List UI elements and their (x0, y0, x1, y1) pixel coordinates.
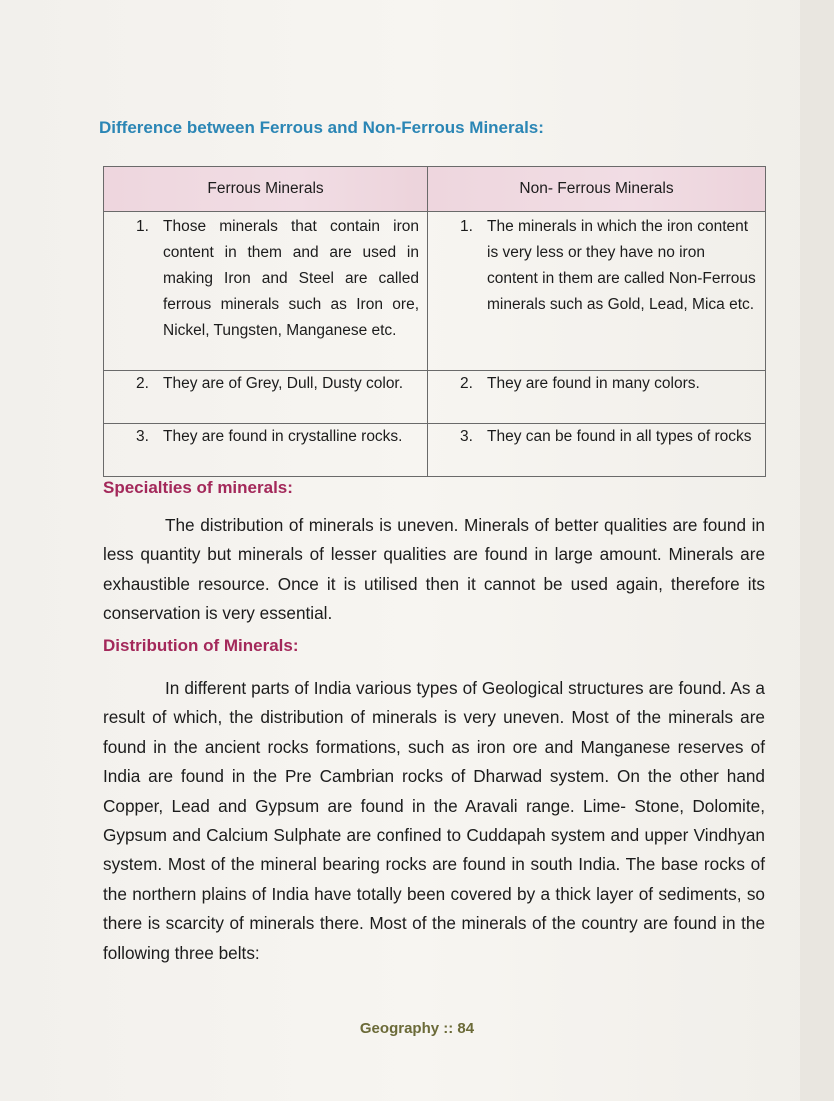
specialties-paragraph: The distribution of minerals is uneven. Minerals of better qualities are found in less quantity but minerals of lesser qualities are found in large amount. Minerals are exhaustible resource. Once it is utilised then it cannot be used again, therefore its conservation is very essential. (103, 515, 765, 624)
row-number: 2. (136, 375, 149, 392)
header-non-ferrous: Non- Ferrous Minerals (428, 167, 766, 212)
non-ferrous-text: They can be found in all types of rocks (487, 428, 752, 445)
non-ferrous-text: They are found in many colors. (487, 375, 700, 392)
distribution-heading: Distribution of Minerals: (103, 636, 299, 655)
table-header-row (104, 167, 766, 212)
row-number: 3. (136, 428, 149, 445)
minerals-comparison-table (103, 166, 766, 477)
distribution-paragraph: In different parts of India various types of Geological structures are found. As a result of which, the distribution of minerals is very uneven. Most of the minerals are found in the ancient rocks formations, such as iron ore and Manganese reserves of India are found in the Pre Cambrian rocks of Dharwad system. On the other hand Copper, Lead and Gypsum are found in the Aravali range. Lime- Stone, Dolomite, Gypsum and Calcium Sulphate are confined to Cuddapah system and upper Vindhyan system. Most of the mineral bearing rocks are found in south India. The base rocks of the northern plains of India have totally been covered by a thick layer of sediments, so there is scarcity of minerals there. Most of the minerals of the country are found in the following three belts: (103, 678, 765, 963)
row-number: 2. (460, 375, 473, 392)
non-ferrous-cell (428, 371, 766, 424)
specialties-heading: Specialties of minerals: (103, 478, 293, 497)
header-ferrous: Ferrous Minerals (104, 167, 428, 212)
ferrous-cell (104, 212, 428, 371)
table-row (104, 212, 766, 371)
table-row (104, 371, 766, 424)
difference-heading: Difference between Ferrous and Non-Ferrous Minerals: (99, 118, 544, 137)
row-number: 3. (460, 428, 473, 445)
ferrous-text: Those minerals that contain iron content in them and are used in making Iron and Steel are called ferrous minerals such as Iron ore, Nickel, Tungsten, Manganese etc. (163, 218, 419, 339)
ferrous-text: They are found in crystalline rocks. (163, 428, 403, 445)
row-number: 1. (136, 218, 149, 235)
ferrous-cell (104, 424, 428, 477)
non-ferrous-cell (428, 212, 766, 371)
non-ferrous-cell (428, 424, 766, 477)
page-edge (800, 0, 834, 1101)
ferrous-cell (104, 371, 428, 424)
ferrous-text: They are of Grey, Dull, Dusty color. (163, 375, 404, 392)
row-number: 1. (460, 218, 473, 235)
page-footer: Geography :: 84 (359, 1020, 475, 1037)
table-row (104, 424, 766, 477)
non-ferrous-text: The minerals in which the iron content is very less or they have no iron content in them are called Non-Ferrous minerals such as Gold, Lead, Mica etc. (487, 218, 756, 313)
